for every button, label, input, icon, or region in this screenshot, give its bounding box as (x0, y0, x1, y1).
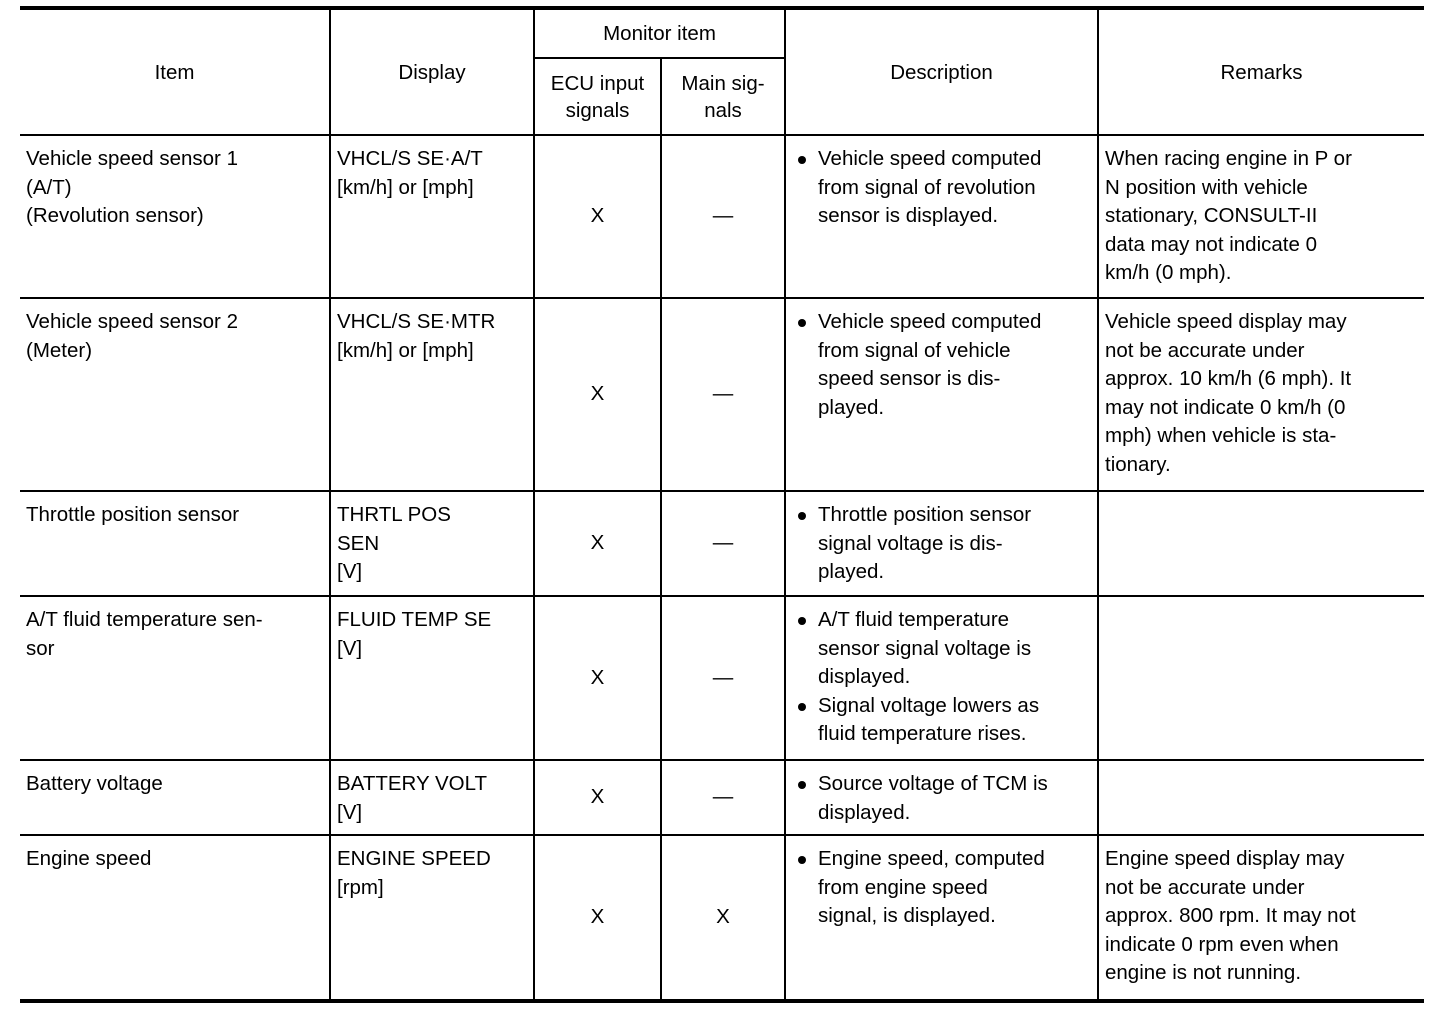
item-cell-line: (A/T) (26, 175, 72, 199)
description-line: speed sensor is dis- (818, 367, 1001, 390)
description-list (792, 501, 1091, 587)
main-signal-mark-value: — (712, 204, 734, 228)
description-bullet (792, 501, 1091, 587)
description-line: sensor signal voltage is (818, 636, 1032, 660)
ecu-input-mark (534, 135, 661, 298)
item-cell-line: (Revolution sensor) (26, 204, 204, 227)
item-cell-line: Throttle position sensor (26, 503, 240, 526)
display-cell-line: THRTL POS (337, 503, 451, 526)
ecu-input-mark-value: X (590, 785, 605, 809)
display-cell-line: ENGINE SPEED (337, 847, 491, 870)
description-line: signal voltage is dis- (818, 531, 1003, 555)
header-main-signals: Main sig- nals (661, 58, 785, 135)
remarks-cell-line: approx. 800 rpm. It may not (1105, 904, 1356, 927)
ecu-input-mark-value: X (590, 382, 605, 406)
description-line: from engine speed (818, 875, 988, 899)
description-line: A/T fluid temperature (818, 608, 1010, 631)
item-cell-line: Vehicle speed sensor 2 (26, 310, 238, 333)
remarks-cell-line: Engine speed display may (1105, 847, 1345, 870)
main-signal-mark (661, 491, 785, 596)
item-cell-line: (Meter) (26, 338, 93, 362)
remarks-cell-line: stationary, CONSULT-II (1105, 204, 1318, 227)
description-line: Vehicle speed computed (818, 310, 1042, 333)
table-row (20, 596, 1424, 760)
ecu-input-mark (534, 835, 661, 1001)
display-cell-line: VHCL/S SE·A/T (337, 147, 483, 170)
table-row (20, 835, 1424, 1001)
main-signal-mark (661, 835, 785, 1001)
header-item: Item (20, 8, 330, 135)
description-line: Vehicle speed computed (818, 147, 1042, 170)
display-cell-line: SEN (337, 531, 380, 555)
item-cell-line: Battery voltage (26, 772, 163, 795)
description-bullet (792, 845, 1091, 931)
display-cell-line: [V] (337, 560, 363, 583)
remarks-cell-line: approx. 10 km/h (6 mph). It (1105, 367, 1352, 390)
description-list (792, 308, 1091, 422)
monitor-item-table (20, 6, 1424, 1003)
header-description: Description (785, 8, 1098, 135)
description-line: displayed. (818, 665, 911, 688)
description-cell (785, 135, 1098, 298)
main-signal-mark-value: — (712, 382, 734, 406)
description-line: from signal of vehicle (818, 338, 1011, 362)
description-bullet (792, 692, 1091, 749)
item-cell-line: A/T fluid temperature sen- (26, 608, 263, 631)
description-line: Signal voltage lowers as (818, 693, 1040, 717)
remarks-cell (1098, 835, 1424, 1001)
remarks-cell-line: tionary. (1105, 452, 1171, 476)
display-cell (330, 760, 534, 835)
description-list (792, 770, 1091, 827)
table-row (20, 135, 1424, 298)
description-cell (785, 491, 1098, 596)
item-cell-line: Vehicle speed sensor 1 (26, 147, 238, 170)
item-cell-line: Engine speed (26, 847, 152, 870)
item-cell (20, 491, 330, 596)
main-signal-mark (661, 596, 785, 760)
display-cell-line: [V] (337, 800, 363, 824)
main-signal-mark (661, 135, 785, 298)
item-cell (20, 760, 330, 835)
remarks-cell (1098, 596, 1424, 760)
description-line: displayed. (818, 800, 911, 824)
description-bullet (792, 145, 1091, 231)
header-monitor-item: Monitor item (534, 8, 785, 58)
table-row (20, 298, 1424, 491)
remarks-cell (1098, 298, 1424, 491)
display-cell-line: [V] (337, 636, 363, 660)
description-bullet (792, 308, 1091, 422)
main-signal-mark-value: X (716, 905, 730, 929)
table-header (20, 8, 1424, 135)
description-list (792, 845, 1091, 931)
ecu-input-mark (534, 760, 661, 835)
description-cell (785, 835, 1098, 1001)
description-line: signal, is displayed. (818, 904, 996, 927)
description-line: played. (818, 560, 885, 583)
remarks-cell-line: not be accurate under (1105, 338, 1305, 362)
header-display: Display (330, 8, 534, 135)
display-cell-line: FLUID TEMP SE (337, 608, 492, 631)
main-signal-mark (661, 760, 785, 835)
description-line: Throttle position sensor (818, 503, 1032, 526)
remarks-cell-line: may not indicate 0 km/h (0 (1105, 395, 1346, 419)
item-cell-line: sor (26, 636, 55, 660)
display-cell-line: VHCL/S SE·MTR (337, 310, 496, 333)
description-cell (785, 298, 1098, 491)
description-list (792, 606, 1091, 749)
description-line: fluid temperature rises. (818, 722, 1027, 745)
remarks-cell-line: not be accurate under (1105, 875, 1305, 899)
remarks-cell-line: data may not indicate 0 (1105, 232, 1317, 256)
ecu-input-mark (534, 491, 661, 596)
remarks-cell (1098, 760, 1424, 835)
display-cell (330, 135, 534, 298)
table-row (20, 760, 1424, 835)
ecu-input-mark-value: X (590, 531, 605, 555)
remarks-cell-line: indicate 0 rpm even when (1105, 932, 1339, 956)
header-remarks: Remarks (1098, 8, 1424, 135)
remarks-cell-line: When racing engine in P or (1105, 147, 1352, 170)
item-cell (20, 298, 330, 491)
main-signal-mark-value: — (712, 531, 734, 555)
remarks-cell-line: Vehicle speed display may (1105, 310, 1347, 333)
main-signal-mark-value: — (712, 665, 734, 689)
display-cell-line: BATTERY VOLT (337, 772, 487, 795)
ecu-input-mark (534, 596, 661, 760)
display-cell-line: [rpm] (337, 875, 384, 899)
display-cell (330, 835, 534, 1001)
table-body (20, 135, 1424, 1001)
description-cell (785, 596, 1098, 760)
main-signal-mark-value: — (712, 785, 734, 809)
ecu-input-mark-value: X (590, 905, 605, 929)
display-cell (330, 491, 534, 596)
item-cell (20, 596, 330, 760)
remarks-cell-line: km/h (0 mph). (1105, 261, 1232, 284)
description-line: Source voltage of TCM is (818, 772, 1048, 795)
remarks-cell (1098, 491, 1424, 596)
remarks-cell-line: mph) when vehicle is sta- (1105, 424, 1337, 447)
description-line: from signal of revolution (818, 175, 1036, 199)
remarks-cell (1098, 135, 1424, 298)
description-line: Engine speed, computed (818, 847, 1045, 870)
description-list (792, 145, 1091, 231)
description-cell (785, 760, 1098, 835)
ecu-input-mark-value: X (590, 665, 605, 689)
display-cell (330, 298, 534, 491)
display-cell-line: [km/h] or [mph] (337, 175, 474, 199)
description-bullet (792, 606, 1091, 692)
remarks-cell-line: engine is not running. (1105, 961, 1302, 984)
table-row (20, 491, 1424, 596)
display-cell (330, 596, 534, 760)
header-ecu-input-signals: ECU input signals (534, 58, 661, 135)
display-cell-line: [km/h] or [mph] (337, 338, 474, 362)
description-bullet (792, 770, 1091, 827)
item-cell (20, 135, 330, 298)
ecu-input-mark (534, 298, 661, 491)
description-line: played. (818, 395, 885, 419)
item-cell (20, 835, 330, 1001)
ecu-input-mark-value: X (590, 204, 605, 228)
description-line: sensor is displayed. (818, 204, 999, 227)
remarks-cell-line: N position with vehicle (1105, 175, 1308, 199)
main-signal-mark (661, 298, 785, 491)
